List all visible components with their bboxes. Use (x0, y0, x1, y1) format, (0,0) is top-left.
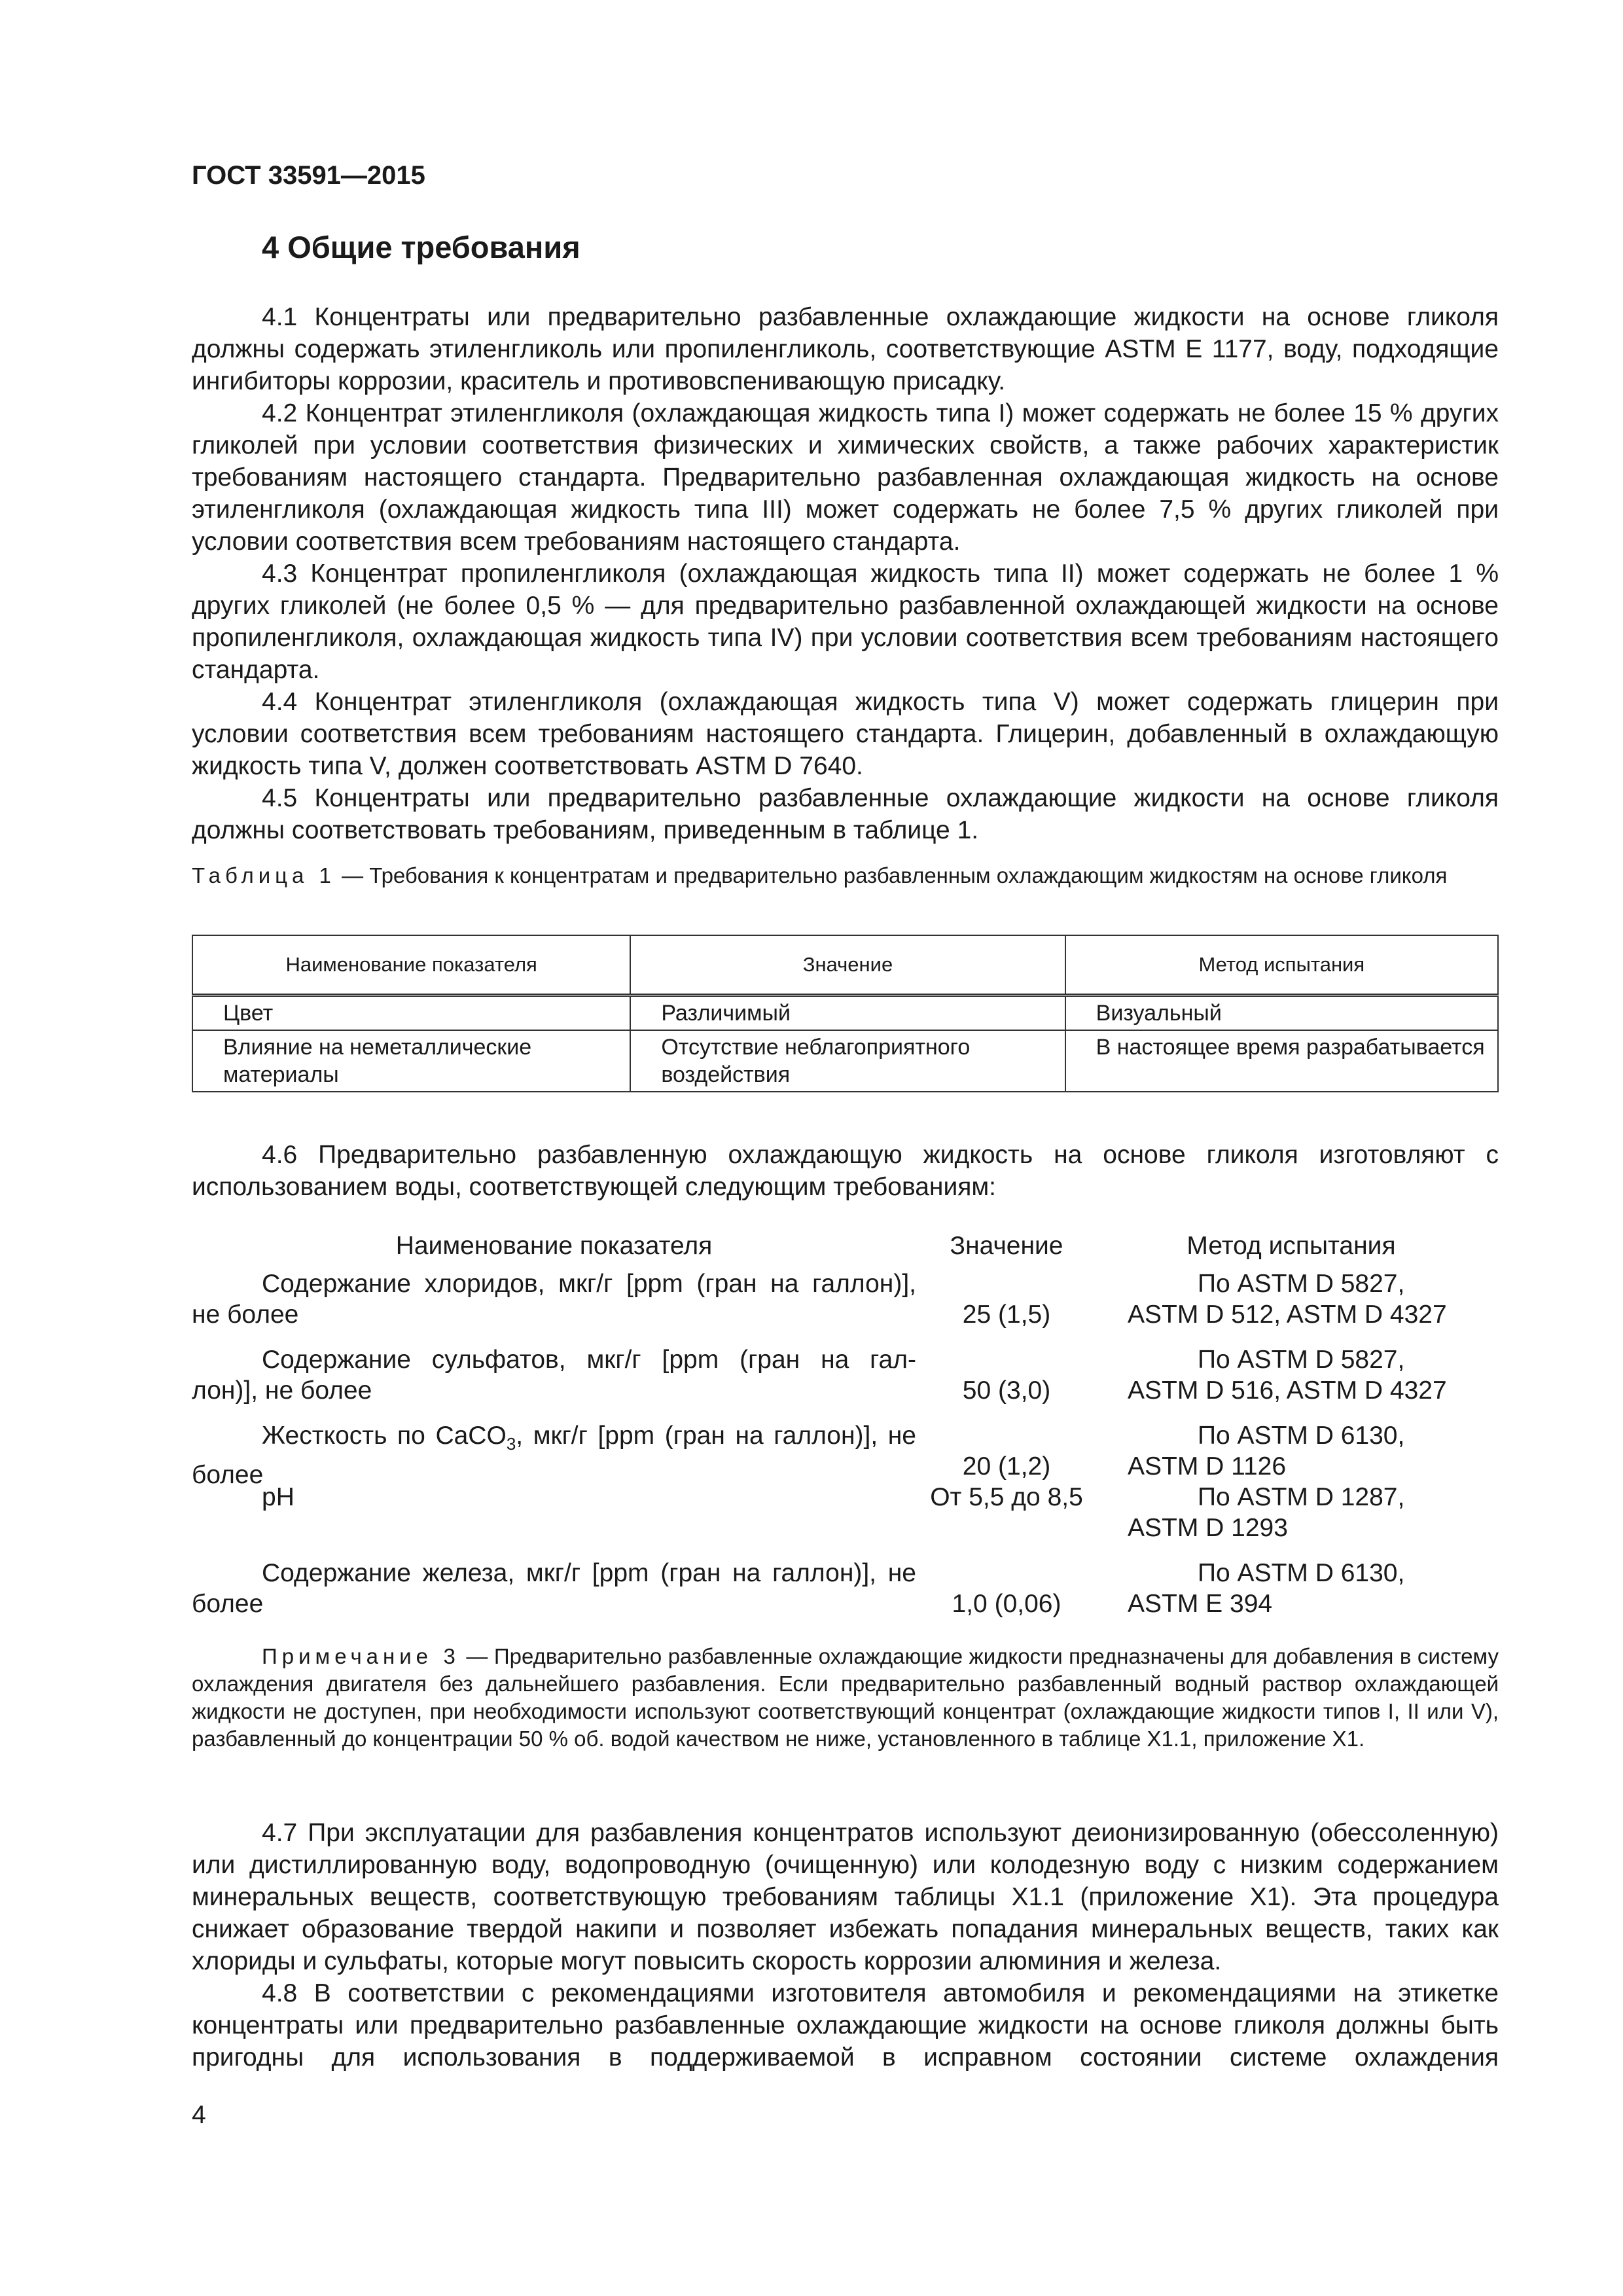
paragraph-4-6-block (192, 1139, 1499, 1203)
page-number: 4 (192, 2101, 206, 2129)
table-cell: Влияние на неметаллические материалы (192, 1030, 630, 1092)
water-name-line: более (192, 1460, 264, 1489)
water-header-cell: Значение (950, 1232, 1063, 1260)
document-header: ГОСТ 33591—2015 (192, 161, 425, 190)
water-name-line: , мкг/г [ppm (гран на галлон)], не (516, 1422, 916, 1450)
water-method-line: ASTM D 1293 (1128, 1514, 1288, 1542)
paragraph-4-5: 4.5 Концентраты или предварительно разбавленные охлаждающие жидкости на основе гликоля должны соответствовать требованиям, приведенным в таблице 1. (192, 784, 1499, 844)
table-header-row (192, 935, 1498, 996)
water-row-iron (192, 1558, 1499, 1623)
water-method-line: По ASTM D 6130, (1198, 1422, 1405, 1450)
table-cell: В настоящее время разрабатывается (1065, 1030, 1498, 1092)
note-text: — Предварительно разбавленные охлаждающие жидкости предназначены для добавления в систему охлаждения двигателя без дальнейшего разбавления. Если предварительно разбавленный водный раствор охлаждающей жидкости не доступен, при необходимости используют соответствующий концентрат (охлаждающие жидкости типов I, II или V), разбавленный до концентрации 50 % об. водой качеством не ниже, установленного в таблице X1.1, приложение X1. (192, 1644, 1499, 1751)
water-row-chlorides (192, 1268, 1499, 1344)
water-row-ph (192, 1482, 1499, 1558)
table-cell: Отсутствие неблагоприятного воздействия (630, 1030, 1065, 1092)
table-cell: Цвет (192, 996, 630, 1031)
water-name-line: Содержание хлоридов, мкг/г [ppm (гран на галлон)], (262, 1270, 916, 1298)
paragraph-4-7: 4.7 При эксплуатации для разбавления концентратов используют деионизированную (обессоленную) или дистиллированную воду, водопроводную (очищенную) или колодезную воду с низким содержанием минеральных веществ, соответствующую требованиям таблицы X1.1 (приложение X1). Эта процедура снижает образование твердой накипи и позволяет избежать попадания минеральных веществ, таких как хлориды и сульфаты, которые могут повысить скорость коррозии алюминия и железа. (192, 1819, 1499, 1975)
table-caption-label: Таблица 1 (192, 863, 336, 888)
water-name-line: Жесткость по CaCO (262, 1422, 507, 1450)
water-header-cell: Метод испытания (1186, 1232, 1396, 1260)
requirements-table (192, 935, 1499, 1092)
water-method-line: По ASTM D 6130, (1198, 1559, 1405, 1587)
paragraphs-top (192, 301, 1499, 846)
water-method-line: По ASTM D 5827, (1198, 1270, 1405, 1298)
table-row (192, 1030, 1498, 1092)
paragraph-4-6: 4.6 Предварительно разбавленную охлаждающую жидкость на основе гликоля изготовляют с использованием воды, соответствующей следующим требованиям: (192, 1141, 1499, 1201)
water-method-line: ASTM D 512, ASTM D 4327 (1128, 1300, 1447, 1329)
table-header-cell: Метод испытания (1065, 935, 1498, 996)
water-value: 1,0 (0,06) (952, 1590, 1061, 1618)
table-caption-text: — Требования к концентратам и предварительно разбавленным охлаждающим жидкостям на основе гликоля (335, 863, 1448, 888)
paragraph-4-3: 4.3 Концентрат пропиленгликоля (охлаждающая жидкость типа II) может содержать не более 1 % других гликолей (не более 0,5 % — для предварительно разбавленной охлаждающей жидкости на основе пропиленгликоля, охлаждающая жидкость типа IV) при условии соответствия всем требованиям настоящего стандарта. (192, 560, 1499, 684)
note-label: Примечание 3 (262, 1644, 460, 1668)
water-name-subscript: 3 (506, 1433, 516, 1454)
table-header-cell: Значение (630, 935, 1065, 996)
water-value: 20 (1,2) (962, 1452, 1051, 1480)
water-row-sulfates (192, 1344, 1499, 1420)
water-name-line: лон)], не более (192, 1376, 372, 1405)
water-header-row (192, 1230, 1499, 1268)
water-name-line: Содержание сульфатов, мкг/г [ppm (гран на гал- (262, 1346, 916, 1374)
water-header-cell: Наименование показателя (395, 1232, 713, 1260)
water-value: От 5,5 до 8,5 (930, 1483, 1083, 1511)
water-requirements (192, 1230, 1499, 1623)
water-value: 25 (1,5) (962, 1300, 1051, 1329)
water-name-line: pH (262, 1483, 294, 1511)
water-method-line: ASTM E 394 (1128, 1590, 1273, 1618)
paragraph-4-4: 4.4 Концентрат этиленгликоля (охлаждающая жидкость типа V) может содержать глицерин при условии соответствия всем требованиям настоящего стандарта. Глицерин, добавленный в охлаждающую жидкость типа V, должен соответствовать ASTM D 7640. (192, 688, 1499, 780)
water-row-hardness (192, 1420, 1499, 1489)
water-method-line: ASTM D 516, ASTM D 4327 (1128, 1376, 1447, 1405)
table-cell: Различимый (630, 996, 1065, 1031)
table-cell: Визуальный (1065, 996, 1498, 1031)
note-3 (192, 1643, 1499, 1753)
table-row (192, 996, 1498, 1031)
paragraphs-bottom (192, 1817, 1499, 2073)
water-name-line: не более (192, 1300, 299, 1329)
paragraph-4-8: 4.8 В соответствии с рекомендациями изготовителя автомобиля и рекомендациями на этикетке концентраты или предварительно разбавленные охлаждающие жидкости на основе гликоля должны быть пригодны для использования в поддерживаемой в исправном состоянии системе охлаждения (192, 1979, 1499, 2072)
water-value: 50 (3,0) (962, 1376, 1051, 1405)
table-header-cell: Наименование показателя (192, 935, 630, 996)
water-name-line: Содержание железа, мкг/г [ppm (гран на галлон)], не (262, 1559, 916, 1587)
water-method-line: По ASTM D 1287, (1198, 1483, 1405, 1511)
paragraph-4-2: 4.2 Концентрат этиленгликоля (охлаждающая жидкость типа I) может содержать не более 15 % других гликолей при условии соответствия физических и химических свойств, а также рабочих характеристик требованиям настоящего стандарта. Предварительно разбавленная охлаждающая жидкость на основе этиленгликоля (охлаждающая жидкость типа III) может содержать не более 7,5 % других гликолей при условии соответствия всем требованиям настоящего стандарта. (192, 399, 1499, 556)
table-caption (192, 861, 1499, 889)
water-name-line: более (192, 1590, 264, 1618)
water-method-line: ASTM D 1126 (1128, 1452, 1287, 1480)
water-method-line: По ASTM D 5827, (1198, 1346, 1405, 1374)
section-title: 4 Общие требования (262, 230, 580, 264)
paragraph-4-1: 4.1 Концентраты или предварительно разбавленные охлаждающие жидкости на основе гликоля должны содержать этиленгликоль или пропиленгликоль, соответствующие ASTM E 1177, воду, подходящие ингибиторы коррозии, краситель и противовспенивающую присадку. (192, 303, 1499, 395)
document-page (192, 0, 1499, 2296)
